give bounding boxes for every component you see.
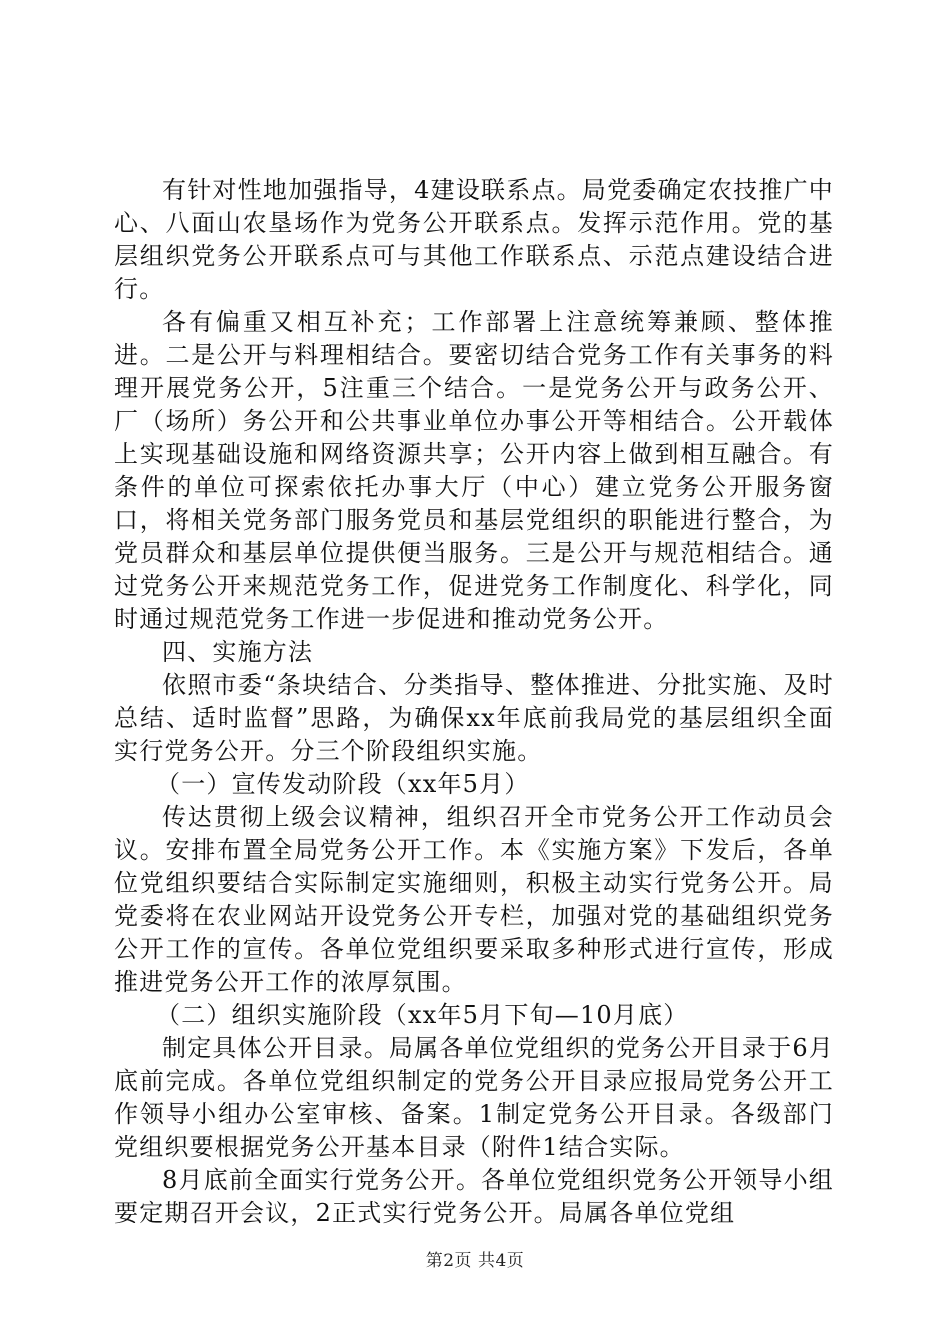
section-heading-implementation-method: 四、实施方法 — [162, 638, 314, 666]
paragraph-1: 有针对性地加强指导，4建设联系点。局党委确定农技推广中心、八面山农垦场作为党务公开联系点。发挥示范作用。党的基层组织党务公开联系点可与其他工作联系点、示范点建设结合进行。 — [114, 176, 834, 303]
document-body — [114, 174, 834, 1230]
paragraph-5: 制定具体公开目录。局属各单位党组织的党务公开目录于6月底前完成。各单位党组织制定的党务公开目录应报局党务公开工作领导小组办公室审核、备案。1制定党务公开目录。各级部门党组织要根据党务公开基本目录（附件1结合实际。 — [114, 1034, 834, 1161]
paragraph-3: 依照市委“条块结合、分类指导、整体推进、分批实施、及时总结、适时监督”思路，为确保xx年底前我局党的基层组织全面实行党务公开。分三个阶段组织实施。 — [114, 671, 834, 765]
subheading-implementation-stage: （二）组织实施阶段（xx年5月下旬—10月底） — [156, 1001, 689, 1029]
paragraph-6: 8月底前全面实行党务公开。各单位党组织党务公开领导小组要定期召开会议，2正式实行党务公开。局属各单位党组 — [114, 1166, 834, 1227]
page-number-footer: 第2页 共4页 — [425, 1251, 525, 1271]
paragraph-4: 传达贯彻上级会议精神，组织召开全市党务公开工作动员会议。安排布置全局党务公开工作。本《实施方案》下发后，各单位党组织要结合实际制定实施细则，积极主动实行党务公开。局党委将在农业网站开设党务公开专栏，加强对党的基础组织党务公开工作的宣传。各单位党组织要采取多种形式进行宣传，形成推进党务公开工作的浓厚氛围。 — [114, 803, 834, 996]
paragraph-2: 各有偏重又相互补充；工作部署上注意统筹兼顾、整体推进。二是公开与料理相结合。要密切结合党务工作有关事务的料理开展党务公开，5注重三个结合。一是党务公开与政务公开、厂（场所）务公开和公共事业单位办事公开等相结合。公开载体上实现基础设施和网络资源共享；公开内容上做到相互融合。有条件的单位可探索依托办事大厅（中心）建立党务公开服务窗口，将相关党务部门服务党员和基层党组织的职能进行整合，为党员群众和基层单位提供便当服务。三是公开与规范相结合。通过党务公开来规范党务工作，促进党务工作制度化、科学化，同时通过规范党务工作进一步促进和推动党务公开。 — [114, 308, 834, 633]
subheading-publicity-stage: （一）宣传发动阶段（xx年5月） — [156, 770, 530, 798]
